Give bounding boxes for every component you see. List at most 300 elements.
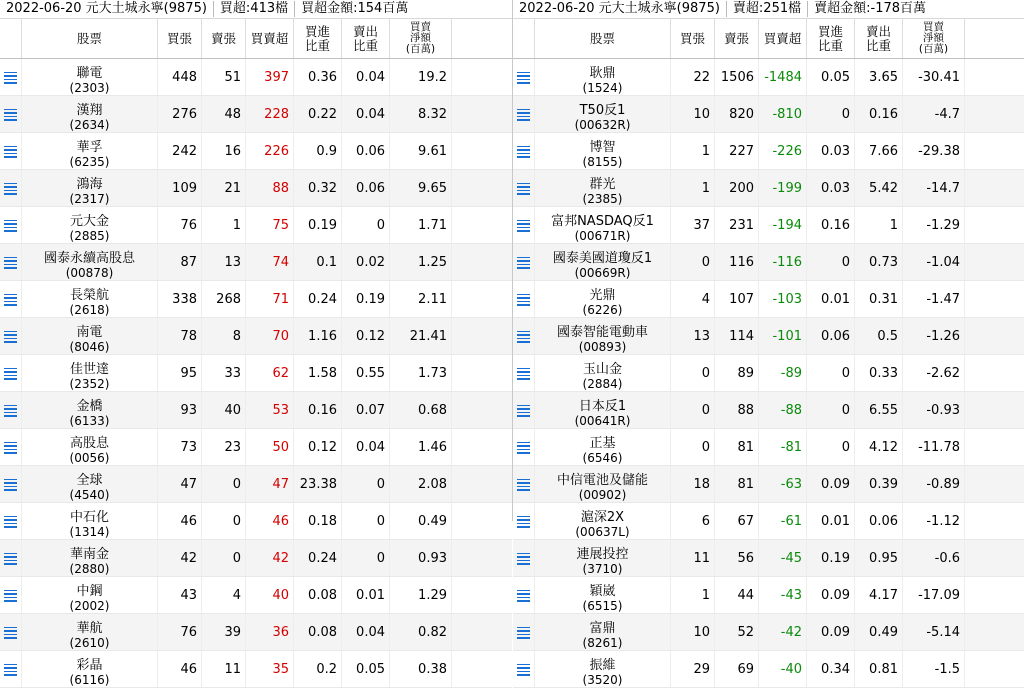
stock-cell[interactable] [22, 651, 158, 687]
table-row[interactable] [513, 392, 1024, 429]
list-icon[interactable] [517, 256, 530, 269]
column-header-amount[interactable] [390, 19, 452, 58]
row-list-icon-cell[interactable] [513, 614, 535, 650]
stock-code: (00671R) [574, 229, 631, 243]
stock-code: (00893) [578, 340, 627, 354]
buy-volume: 242 [158, 133, 202, 169]
buy-volume: 95 [158, 355, 202, 391]
table-row[interactable] [0, 207, 512, 244]
stock-cell[interactable] [535, 651, 671, 687]
row-list-icon-cell[interactable] [0, 133, 22, 169]
table-row[interactable] [0, 651, 512, 688]
net-amount: -30.41 [903, 59, 965, 95]
column-header-stock[interactable]: 股票 [22, 19, 158, 58]
sell-ratio: 0.95 [855, 540, 903, 576]
buy-volume: 13 [671, 318, 715, 354]
buy-ratio: 0 [807, 392, 855, 428]
row-list-icon-cell[interactable] [0, 244, 22, 280]
buy-ratio: 0.12 [294, 429, 342, 465]
column-header-buy-ratio-line2: 比重 [304, 37, 330, 53]
net-volume: 36 [246, 614, 294, 650]
net-amount: -1.29 [903, 207, 965, 243]
net-volume: 35 [246, 651, 294, 687]
list-icon[interactable] [4, 441, 17, 454]
stock-cell[interactable] [22, 392, 158, 428]
list-icon[interactable] [4, 404, 17, 417]
stock-cell[interactable] [22, 355, 158, 391]
list-icon[interactable] [4, 293, 17, 306]
buy-volume: 0 [671, 392, 715, 428]
sell-ratio: 0.06 [855, 503, 903, 539]
stock-cell[interactable] [535, 318, 671, 354]
net-volume: -45 [759, 540, 807, 576]
net-amount: -1.12 [903, 503, 965, 539]
stock-cell[interactable] [22, 466, 158, 502]
stock-cell[interactable] [22, 614, 158, 650]
column-header-net[interactable]: 買賣超 [246, 19, 294, 58]
stock-code: (2352) [69, 377, 110, 391]
stock-cell[interactable] [535, 429, 671, 465]
row-list-icon-cell[interactable] [0, 170, 22, 206]
table-row[interactable] [0, 133, 512, 170]
row-list-icon-cell[interactable] [513, 207, 535, 243]
net-volume: 53 [246, 392, 294, 428]
stock-code: (3710) [582, 562, 623, 576]
stock-cell[interactable] [535, 503, 671, 539]
list-icon[interactable] [517, 552, 530, 565]
sell-ratio: 0.06 [342, 170, 390, 206]
list-icon[interactable] [4, 219, 17, 232]
net-amount: -0.93 [903, 392, 965, 428]
net-amount: -14.7 [903, 170, 965, 206]
column-header-sell-ratio[interactable] [342, 19, 390, 58]
stock-cell[interactable] [22, 429, 158, 465]
table-row[interactable] [0, 392, 512, 429]
buy-ratio: 0.1 [294, 244, 342, 280]
list-icon[interactable] [517, 108, 530, 121]
row-list-icon-cell[interactable] [0, 540, 22, 576]
row-list-icon-cell[interactable] [513, 651, 535, 687]
buy-ratio: 0.01 [807, 281, 855, 317]
table-row[interactable] [513, 96, 1024, 133]
net-volume: -42 [759, 614, 807, 650]
column-header-buy-ratio-line2: 比重 [817, 37, 843, 53]
column-header-buy-ratio-line1: 買進 [304, 24, 330, 40]
stock-cell[interactable] [535, 170, 671, 206]
buy-ratio: 0.06 [807, 318, 855, 354]
row-list-icon-cell[interactable] [513, 577, 535, 613]
stock-cell[interactable] [22, 318, 158, 354]
net-volume: -101 [759, 318, 807, 354]
stock-name: 群光 [589, 177, 616, 192]
sell-ratio: 0.12 [342, 318, 390, 354]
row-list-icon-cell[interactable] [513, 429, 535, 465]
sell-ratio: 1 [855, 207, 903, 243]
row-list-icon-cell[interactable] [513, 392, 535, 428]
table-row[interactable] [0, 318, 512, 355]
stock-cell[interactable] [22, 281, 158, 317]
stock-cell[interactable] [535, 540, 671, 576]
stock-name: 中信電池及儲能 [556, 473, 648, 488]
table-row[interactable] [513, 207, 1024, 244]
net-amount: -0.6 [903, 540, 965, 576]
sell-ratio: 0.02 [342, 244, 390, 280]
buy-volume: 76 [158, 614, 202, 650]
buy-ratio: 0 [807, 355, 855, 391]
stock-cell[interactable] [535, 207, 671, 243]
buy-volume: 0 [671, 355, 715, 391]
column-header-sell-ratio-line2: 比重 [865, 37, 891, 53]
column-header-buy-ratio[interactable] [294, 19, 342, 58]
sell-ratio: 0.04 [342, 96, 390, 132]
column-header-sell[interactable]: 賣張 [202, 19, 246, 58]
stock-name: 中石化 [69, 510, 109, 525]
stock-code: (2880) [69, 562, 110, 576]
net-volume: -116 [759, 244, 807, 280]
table-row[interactable] [513, 170, 1024, 207]
list-icon[interactable] [4, 663, 17, 676]
stock-code: (6515) [582, 599, 623, 613]
list-icon[interactable] [517, 145, 530, 158]
row-list-icon-cell[interactable] [0, 429, 22, 465]
row-list-icon-cell[interactable] [0, 651, 22, 687]
table-row[interactable] [0, 244, 512, 281]
stock-name: 國泰智能電動車 [556, 325, 648, 340]
row-list-icon-cell[interactable] [513, 466, 535, 502]
table-row[interactable] [513, 503, 1024, 540]
list-icon[interactable] [517, 367, 530, 380]
sell-panel-header [513, 0, 1024, 19]
net-volume: -226 [759, 133, 807, 169]
row-list-icon-cell[interactable] [0, 318, 22, 354]
stock-cell[interactable] [535, 59, 671, 95]
sell-ratio: 5.42 [855, 170, 903, 206]
stock-name: 華南金 [69, 547, 109, 562]
net-volume: 397 [246, 59, 294, 95]
buy-ratio: 0.16 [294, 392, 342, 428]
row-list-icon-cell[interactable] [0, 466, 22, 502]
table-row[interactable] [0, 59, 512, 96]
sell-volume: 107 [715, 281, 759, 317]
list-icon[interactable] [517, 441, 530, 454]
row-list-icon-cell[interactable] [0, 96, 22, 132]
buy-ratio: 0.2 [294, 651, 342, 687]
stock-code: (8046) [69, 340, 110, 354]
stock-cell[interactable] [535, 577, 671, 613]
stock-name: 南電 [76, 325, 103, 340]
stock-name: 全球 [76, 473, 103, 488]
column-header-sell-ratio[interactable] [855, 19, 903, 58]
stock-cell[interactable] [22, 503, 158, 539]
column-header-buy-ratio-line1: 買進 [817, 24, 843, 40]
table-row[interactable] [0, 540, 512, 577]
buy-ratio: 23.38 [294, 466, 342, 502]
sell-volume: 69 [715, 651, 759, 687]
table-row[interactable] [0, 170, 512, 207]
net-amount: -0.89 [903, 466, 965, 502]
list-icon[interactable] [4, 552, 17, 565]
stock-name: 華航 [76, 621, 103, 636]
stock-code: (00632R) [574, 118, 631, 132]
buy-ratio: 0.32 [294, 170, 342, 206]
buy-volume: 0 [671, 244, 715, 280]
stock-cell[interactable] [22, 244, 158, 280]
sell-panel-count: 賣超:251檔 [732, 1, 802, 16]
stock-cell[interactable] [22, 59, 158, 95]
list-icon[interactable] [4, 478, 17, 491]
sell-panel-date-title: 2022-06-20 元大土城永寧(9875) [519, 1, 720, 16]
stock-cell[interactable] [22, 577, 158, 613]
table-row[interactable] [513, 355, 1024, 392]
list-icon[interactable] [4, 626, 17, 639]
stock-cell[interactable] [535, 392, 671, 428]
row-list-icon-cell[interactable] [0, 355, 22, 391]
buy-volume: 43 [158, 577, 202, 613]
sell-panel-rows [513, 59, 1024, 688]
buy-ratio: 1.16 [294, 318, 342, 354]
sell-volume: 23 [202, 429, 246, 465]
sell-volume: 89 [715, 355, 759, 391]
column-header-amount-line1: 買賣 [410, 20, 431, 33]
stock-cell[interactable] [535, 281, 671, 317]
row-list-icon-cell[interactable] [513, 96, 535, 132]
table-row[interactable] [513, 540, 1024, 577]
sell-volume: 231 [715, 207, 759, 243]
net-amount: -1.26 [903, 318, 965, 354]
row-list-icon-cell[interactable] [0, 577, 22, 613]
table-row[interactable] [513, 466, 1024, 503]
stock-code: (2618) [69, 303, 110, 317]
buy-ratio: 0.08 [294, 577, 342, 613]
sell-volume: 227 [715, 133, 759, 169]
row-list-icon-cell[interactable] [513, 540, 535, 576]
buy-panel-amount: 買超金額:154百萬 [301, 1, 409, 16]
sell-volume: 16 [202, 133, 246, 169]
table-row[interactable] [0, 281, 512, 318]
buy-volume: 46 [158, 651, 202, 687]
row-list-icon-cell[interactable] [0, 614, 22, 650]
buy-ratio: 0.19 [807, 540, 855, 576]
sell-ratio: 0 [342, 540, 390, 576]
buy-volume: 11 [671, 540, 715, 576]
buy-volume: 1 [671, 170, 715, 206]
sell-volume: 1506 [715, 59, 759, 95]
net-amount: -1.5 [903, 651, 965, 687]
sell-ratio: 0.5 [855, 318, 903, 354]
stock-cell[interactable] [535, 133, 671, 169]
sell-volume: 114 [715, 318, 759, 354]
net-amount: -2.62 [903, 355, 965, 391]
table-row[interactable] [0, 355, 512, 392]
list-icon[interactable] [517, 330, 530, 343]
net-amount: 1.25 [390, 244, 452, 280]
list-icon[interactable] [4, 589, 17, 602]
table-row[interactable] [0, 466, 512, 503]
net-amount: -1.04 [903, 244, 965, 280]
net-volume: -103 [759, 281, 807, 317]
list-icon[interactable] [517, 626, 530, 639]
stock-code: (00637L) [575, 525, 630, 539]
row-list-icon-cell[interactable] [513, 170, 535, 206]
stock-code: (2610) [69, 636, 110, 650]
sell-ratio: 0.73 [855, 244, 903, 280]
stock-code: (2002) [69, 599, 110, 613]
list-icon[interactable] [517, 219, 530, 232]
buy-volume: 0 [671, 429, 715, 465]
column-header-buy[interactable]: 買張 [671, 19, 715, 58]
buy-ratio: 0 [807, 429, 855, 465]
buy-volume: 29 [671, 651, 715, 687]
column-header-stock[interactable]: 股票 [535, 19, 671, 58]
sell-ratio: 0.39 [855, 466, 903, 502]
list-icon[interactable] [4, 108, 17, 121]
row-list-icon-cell[interactable] [513, 59, 535, 95]
stock-cell[interactable] [535, 355, 671, 391]
list-icon[interactable] [517, 404, 530, 417]
sell-volume: 33 [202, 355, 246, 391]
column-header-amount-line2: 淨額 [923, 31, 944, 44]
list-icon[interactable] [517, 182, 530, 195]
net-amount: 2.08 [390, 466, 452, 502]
stock-code: (2634) [69, 118, 110, 132]
row-list-icon-cell[interactable] [513, 244, 535, 280]
column-header-icon [513, 19, 535, 58]
stock-code: (2385) [582, 192, 623, 206]
table-row[interactable] [513, 133, 1024, 170]
stock-cell[interactable] [22, 170, 158, 206]
list-icon[interactable] [4, 515, 17, 528]
table-row[interactable] [513, 577, 1024, 614]
list-icon[interactable] [4, 71, 17, 84]
table-row[interactable] [513, 244, 1024, 281]
table-row[interactable] [513, 59, 1024, 96]
stock-name: 日本反1 [578, 399, 627, 414]
row-list-icon-cell[interactable] [513, 133, 535, 169]
row-list-icon-cell[interactable] [0, 503, 22, 539]
stock-name: 國泰永續高股息 [43, 251, 135, 266]
stock-name: 華孚 [76, 140, 103, 155]
sell-volume: 4 [202, 577, 246, 613]
column-header-sell-ratio-line1: 賣出 [865, 24, 891, 40]
list-icon[interactable] [4, 330, 17, 343]
buy-volume: 448 [158, 59, 202, 95]
sell-volume: 40 [202, 392, 246, 428]
buy-ratio: 0.22 [294, 96, 342, 132]
column-header-buy[interactable]: 買張 [158, 19, 202, 58]
list-icon[interactable] [4, 182, 17, 195]
stock-code: (0056) [69, 451, 110, 465]
row-list-icon-cell[interactable] [0, 59, 22, 95]
row-list-icon-cell[interactable] [513, 281, 535, 317]
table-row[interactable] [0, 614, 512, 651]
stock-code: (6226) [582, 303, 623, 317]
stock-name: 佳世達 [69, 362, 109, 377]
column-header-buy-ratio[interactable] [807, 19, 855, 58]
buy-volume: 276 [158, 96, 202, 132]
stock-cell[interactable] [22, 540, 158, 576]
net-amount: -5.14 [903, 614, 965, 650]
list-icon[interactable] [517, 478, 530, 491]
buy-ratio: 0.01 [807, 503, 855, 539]
stock-cell[interactable] [22, 133, 158, 169]
sell-volume: 11 [202, 651, 246, 687]
sell-ratio: 0.06 [342, 133, 390, 169]
row-list-icon-cell[interactable] [513, 318, 535, 354]
sell-volume: 268 [202, 281, 246, 317]
stock-name: 中鋼 [76, 584, 103, 599]
net-amount: -17.09 [903, 577, 965, 613]
stock-name: 漢翔 [76, 103, 103, 118]
row-list-icon-cell[interactable] [513, 503, 535, 539]
net-volume: -810 [759, 96, 807, 132]
stock-cell[interactable] [535, 614, 671, 650]
buy-volume: 42 [158, 540, 202, 576]
net-volume: 74 [246, 244, 294, 280]
list-icon[interactable] [517, 515, 530, 528]
table-row[interactable] [513, 614, 1024, 651]
list-icon[interactable] [517, 293, 530, 306]
stock-code: (2884) [582, 377, 623, 391]
buy-volume: 10 [671, 614, 715, 650]
column-header-sell[interactable]: 賣張 [715, 19, 759, 58]
sell-volume: 1 [202, 207, 246, 243]
sell-volume: 200 [715, 170, 759, 206]
stock-cell[interactable] [535, 466, 671, 502]
list-icon[interactable] [4, 145, 17, 158]
list-icon[interactable] [4, 256, 17, 269]
column-header-amount[interactable] [903, 19, 965, 58]
table-row[interactable] [0, 577, 512, 614]
stock-code: (1524) [582, 81, 623, 95]
row-list-icon-cell[interactable] [0, 207, 22, 243]
net-amount: 0.68 [390, 392, 452, 428]
list-icon[interactable] [517, 663, 530, 676]
table-row[interactable] [513, 429, 1024, 466]
row-list-icon-cell[interactable] [0, 392, 22, 428]
table-row[interactable] [513, 651, 1024, 688]
table-row[interactable] [0, 503, 512, 540]
buy-ratio: 0.03 [807, 170, 855, 206]
stock-name: 聯電 [76, 66, 103, 81]
stock-name: 耿鼎 [589, 66, 616, 81]
sell-ratio: 4.12 [855, 429, 903, 465]
sell-volume: 21 [202, 170, 246, 206]
list-icon[interactable] [517, 71, 530, 84]
table-row[interactable] [513, 281, 1024, 318]
table-row[interactable] [513, 318, 1024, 355]
stock-cell[interactable] [535, 244, 671, 280]
list-icon[interactable] [4, 367, 17, 380]
stock-cell[interactable] [22, 96, 158, 132]
column-header-net[interactable]: 買賣超 [759, 19, 807, 58]
stock-cell[interactable] [535, 96, 671, 132]
row-list-icon-cell[interactable] [513, 355, 535, 391]
sell-panel-amount: 賣超金額:-178百萬 [814, 1, 927, 16]
table-row[interactable] [0, 96, 512, 133]
sell-volume: 0 [202, 466, 246, 502]
table-row[interactable] [0, 429, 512, 466]
buy-ratio: 0 [807, 244, 855, 280]
stock-code: (1314) [69, 525, 110, 539]
net-volume: -61 [759, 503, 807, 539]
stock-cell[interactable] [22, 207, 158, 243]
net-amount: 0.38 [390, 651, 452, 687]
list-icon[interactable] [517, 589, 530, 602]
row-list-icon-cell[interactable] [0, 281, 22, 317]
net-amount: 0.49 [390, 503, 452, 539]
stock-name: 正基 [589, 436, 616, 451]
stock-name: 富鼎 [589, 621, 616, 636]
